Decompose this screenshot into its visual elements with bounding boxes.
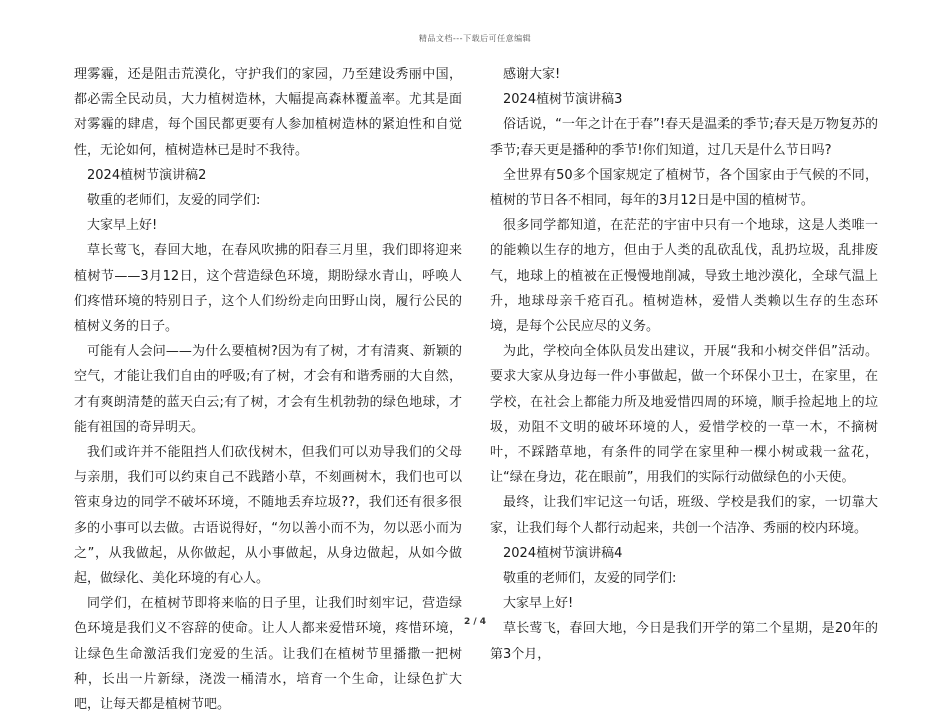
paragraph: 最终，让我们牢记这一句话，班级、学校是我们的家，一切靠大家，让我们每个人都行动起来，共创一个洁净、秀丽的校内环境。 [490, 495, 878, 536]
section-heading: 2024植树节演讲稿4 [503, 545, 623, 561]
paragraph: 我们或许并不能阻挡人们砍伐树木，但我们可以劝导我们的父母与亲朋，我们可以约束自己不践踏小草，不刻画树木，我们也可以管束身边的同学不破坏环境，不随地丢弃垃圾??，我们还有很多很多的小事可以去做。古语说得好，“勿以善小而不为，勿以恶小而为之”，从我做起，从你做起，从小事做起，从身边做起，从如今做起，做绿化、美化环境的有心人。 [74, 445, 462, 587]
paragraph: 理雾霾，还是阻击荒漠化，守护我们的家园，乃至建设秀丽中国，都必需全民动员，大力植树造林，大幅提高森林覆盖率。尤其是面对雾霾的肆虐，每个国民都更要有人参加植树造林的紧迫性和自觉性，无论如何，植树造林已是时不我待。 [74, 67, 462, 158]
paragraph: 俗话说，“一年之计在于春”!春天是温柔的季节;春天是万物复苏的季节;春天更是播种的季节!你们知道，过几天是什么节日吗? [490, 117, 878, 158]
page-header: 精品文档---下载后可任意编辑 [418, 34, 532, 43]
salutation: 敬重的老师们，友爱的同学们: [503, 571, 677, 587]
closing-line: 感谢大家! [503, 67, 561, 82]
paragraph: 为此，学校向全体队员发出建议，开展“我和小树交伴侣”活动。要求大家从身边每一件小事做起，做一个环保小卫士，在家里，在学校，在社会上都能力所及地爱惜四周的环境，顺手捡起地上的垃圾，劝阻不文明的破坏环境的人，爱惜学校的一草一木，不摘树叶，不踩踏草地，有条件的同学在家里种一棵小树或栽一盆花，让“绿在身边，花在眼前”，用我们的实际行动做绿色的小天使。 [490, 344, 878, 486]
paragraph: 可能有人会问——为什么要植树?因为有了树，才有清爽、新颖的空气，才能让我们自由的呼吸;有了树，才会有和谐秀丽的大自然，才有爽朗清楚的蓝天白云;有了树，才会有生机勃勃的绿色地球，才能有祖国的奇异明天。 [74, 344, 462, 435]
salutation: 敬重的老师们，友爱的同学们: [87, 193, 261, 209]
paragraph: 同学们，在植树节即将来临的日子里，让我们时刻牢记，营造绿色环境是我们义不容辞的使命。让人人都来爱惜环境，疼惜环境，让绿色生命激活我们宠爱的生活。让我们在植树节里播撒一把树种，长出一片新绿，浇泼一桶清水，培育一个生命，让绿色扩大吧，让每天都是植树节吧。 [74, 596, 462, 713]
paragraph: 草长莺飞，春回大地，今日是我们开学的第二个星期，是20年的第3个月， [490, 621, 878, 662]
right-column [490, 62, 878, 667]
section-heading: 2024植树节演讲稿2 [87, 167, 207, 183]
paragraph: 很多同学都知道，在茫茫的宇宙中只有一个地球，这是人类唯一的能赖以生存的地方，但由于人类的乱砍乱伐，乱扔垃圾，乱排废气，地球上的植被在正慢慢地削减，导致土地沙漠化，全球气温上升，地球母亲千疮百孔。植树造林，爱惜人类赖以生存的生态环境，是每个公民应尽的义务。 [490, 218, 878, 335]
paragraph: 全世界有50多个国家规定了植树节，各个国家由于气候的不同，植树的节日各不相同，每年的3月12日是中国的植树节。 [490, 167, 878, 209]
page-number: 2 / 4 [463, 617, 487, 627]
greeting: 大家早上好! [87, 218, 158, 234]
paragraph: 草长莺飞，春回大地，在春风吹拂的阳春三月里，我们即将迎来植树节——3月12日，这个营造绿色环境，期盼绿水青山，呼唤人们疼惜环境的特别日子，这个人们纷纷走向田野山岗，履行公民的植树义务的日子。 [74, 243, 462, 335]
section-heading: 2024植树节演讲稿3 [503, 92, 623, 108]
greeting: 大家早上好! [503, 596, 574, 612]
